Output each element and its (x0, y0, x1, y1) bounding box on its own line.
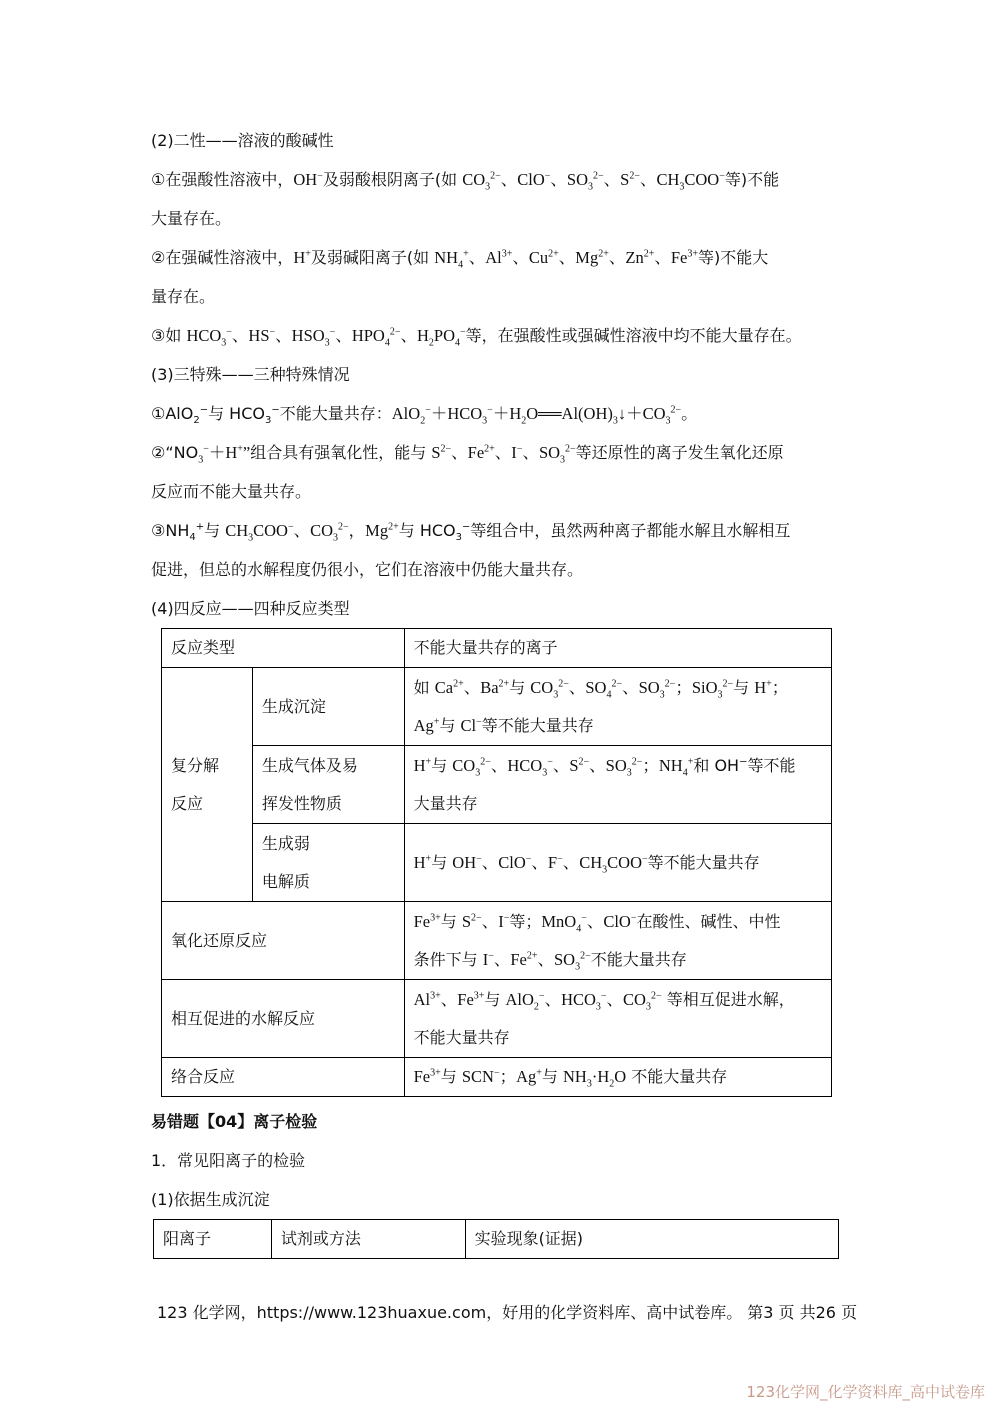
page-footer: 123 化学网，https://www.123huaxue.com，好用的化学资料库、高中试卷库。 第3 页 共26 页 (157, 1303, 858, 1322)
paragraph-amphoteric-ions: ③如 $HCO_3^-$、HS−、$HSO_3^-$、$HPO_4^{2-}$、$H_2PO_4^-$等，在强酸性或强碱性溶液中均不能大量存在。 (151, 326, 802, 349)
paragraph-special-2: $②“NO_3^-+H^+$”组合具有强氧化性，能与 $S^{2-}$、$Fe^{2+}$、I−、$SO_3^{2-}$等还原性的离子发生氧化还原 (151, 443, 784, 466)
table-row (162, 824, 832, 902)
section-heading-acidity: (2)二性——溶液的酸碱性 (151, 131, 334, 150)
table-row (162, 902, 832, 980)
cation-test-table (153, 1219, 839, 1259)
redox-label: 氧化还原反应 (162, 902, 405, 980)
section-heading-reactions: (4)四反应——四种反应类型 (151, 599, 350, 618)
precipitate-ions: 如 $Ca^{2+}$、$Ba^{2+}$与 $CO_3^{2-}$、$SO_4^{2-}$、$SO_3^{2-}$；SiO$_3^{2-}$与 H+； Ag+与 Cl−等不能大量共存 (404, 668, 831, 746)
table-row (162, 980, 832, 1058)
subsection-cation-test: 1．常见阳离子的检验 (151, 1151, 306, 1170)
paragraph-strong-acid: ①在强酸性溶液中，OH−及弱酸根阴离子(如 $CO_3^{2-}$、ClO−、$SO_3^{2-}$、$S^{2-}$、$CH_3COO^-$等)不能 (151, 170, 780, 193)
redox-ions: $Fe^{3+}$与 $S^{2-}$、I−等；MnO$_4$−、ClO−在酸性、碱性、中性 条件下与 I−、$Fe^{2+}$、$SO_3^{2-}$不能大量共存 (404, 902, 831, 980)
section-heading-special: (3)三特殊——三种特殊情况 (151, 365, 350, 384)
weak-electrolyte-label: 生成弱 电解质 (252, 824, 404, 902)
paragraph-special-2-cont: 反应而不能大量共存。 (151, 482, 312, 501)
table-row (162, 746, 832, 824)
subsection-precipitate: (1)依据生成沉淀 (151, 1190, 270, 1209)
precipitate-label: 生成沉淀 (252, 668, 404, 746)
paragraph-strong-base-cont: 量存在。 (151, 287, 216, 306)
paragraph-strong-acid-cont: 大量存在。 (151, 209, 232, 228)
paragraph-special-3-cont: 促进，但总的水解程度仍很小，它们在溶液中仍能大量共存。 (151, 560, 584, 579)
table-header-row (154, 1220, 839, 1259)
reaction-types-table (161, 628, 832, 1097)
weak-electrolyte-ions: H+与 OH−、ClO−、F−、$CH_3COO^-$等不能大量共存 (404, 824, 831, 902)
header-incompatible-ions: 不能大量共存的离子 (404, 629, 831, 668)
header-reagent: 试剂或方法 (271, 1220, 465, 1259)
hydrolysis-label: 相互促进的水解反应 (162, 980, 405, 1058)
watermark-text: 123化学网_化学资料库_高中试卷库 (746, 1383, 985, 1401)
double-decomposition-label: 复分解 反应 (162, 668, 253, 902)
table-row (162, 1058, 832, 1097)
section-title-ion-test: 易错题【04】离子检验 (151, 1112, 318, 1131)
header-cation: 阳离子 (154, 1220, 272, 1259)
header-phenomenon: 实验现象(证据) (465, 1220, 838, 1259)
hydrolysis-ions: $Al^{3+}$、$Fe^{3+}$与 AlO$_2$−、$HCO_3^-$、$CO_3^{2-}$ 等相互促进水解， 不能大量共存 (404, 980, 831, 1058)
paragraph-special-3: $③NH_4^+$与 $CH_3COO^-$、$CO_3^{2-}$，$Mg^{2+}$与 $HCO_3^-$等组合中，虽然两种离子都能水解且水解相互 (151, 521, 791, 544)
table-header-row (162, 629, 832, 668)
complexation-ions: $Fe^{3+}$与 SCN−；Ag+与 $NH_3\cdot H_2O$ 不能大量共存 (404, 1058, 831, 1097)
paragraph-special-1: ①AlO$_2$−与 $HCO_3^-$不能大量共存：$AlO_2^-+HCO_3^-+H_2O══Al(OH)_3↓+CO_3^{2-}$。 (151, 404, 698, 427)
gas-volatile-ions: H+与 $CO_3^{2-}$、$HCO_3^-$、$S^{2-}$、$SO_3^{2-}$；$NH_4^+$和 OH−等不能 大量共存 (404, 746, 831, 824)
header-reaction-type: 反应类型 (162, 629, 405, 668)
gas-volatile-label: 生成气体及易 挥发性物质 (252, 746, 404, 824)
table-row (162, 668, 832, 746)
complexation-label: 络合反应 (162, 1058, 405, 1097)
paragraph-strong-base: ②在强碱性溶液中，H+及弱碱阳离子(如 $NH_4^+$、$Al^{3+}$、$Cu^{2+}$、$Mg^{2+}$、$Zn^{2+}$、$Fe^{3+}$等)不能大 (151, 248, 769, 271)
